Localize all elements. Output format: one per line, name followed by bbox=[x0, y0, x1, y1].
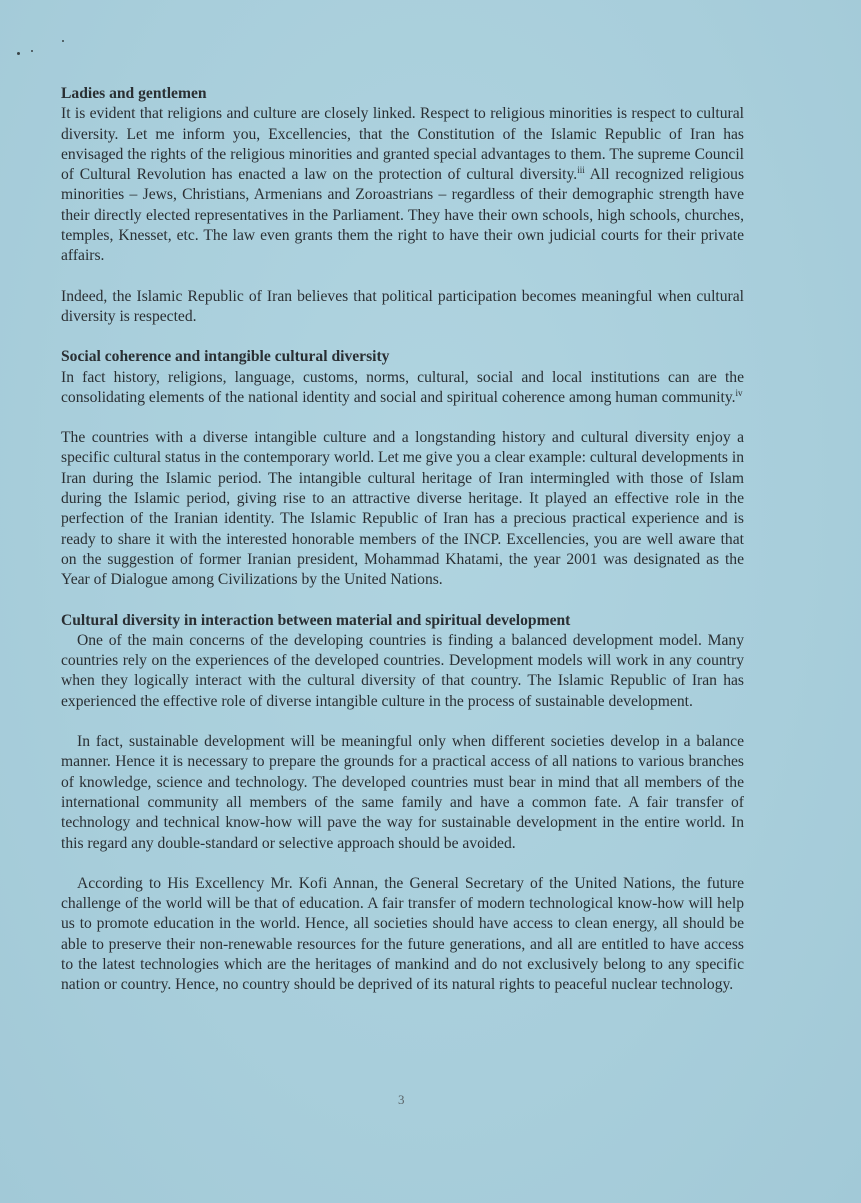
paragraph: One of the main concerns of the developing countries is finding a balanced development model. Many countries rely on the experiences of the developed countries. Development models will work in any country when they logically interact with the cultural diversity of that country. The Islamic Republic of Iran has experienced the effective role of diverse intangible culture in the process of sustainable development. bbox=[61, 631, 744, 710]
scan-speck bbox=[17, 52, 20, 55]
section-heading: Cultural diversity in interaction between material and spiritual development bbox=[61, 611, 571, 629]
paragraph: In fact history, religions, language, customs, norms, cultural, social and local institutions can are the consolidating elements of the national identity and social and spiritual coherence among human community.$^{iv}$ bbox=[61, 368, 744, 406]
section-heading: Ladies and gentlemen bbox=[61, 85, 207, 102]
paragraph: In fact, sustainable development will be meaningful only when different societies develop in a balance manner. Hence it is necessary to prepare the grounds for a practical access of all nations to various branches of knowledge, science and technology. The developed countries must bear in mind that all members of the international community all members of the same family and have a common fate. A fair transfer of technology and technical know-how will pave the way for sustainable development in the entire world. In this regard any double-standard or selective approach should be avoided. bbox=[61, 733, 744, 852]
document-body bbox=[61, 84, 744, 996]
footnote-ref: iii bbox=[577, 165, 585, 175]
paragraph: It is evident that religions and culture are closely linked. Respect to religious minorities is respect to cultural diversity. Let me inform you, Excellencies, that the Constitution of the Islamic Republic of Iran has envisaged the rights of the religious minorities and granted special advantages to them. The supreme Council of Cultural Revolution has enacted a law on the protection of cultural diversity.$^{iii}$ All recognized religious minorities – Jews, Christians, Armenians and Zoroastrians – regardless of their demographic strength have their directly elected representatives in the Parliament. They have their own schools, high schools, churches, temples, Knesset, etc. The law even grants them the right to have their own judicial courts for their private affairs. bbox=[61, 105, 745, 265]
footnote-ref: iv bbox=[735, 387, 743, 398]
page-number: 3 bbox=[398, 1092, 405, 1107]
paragraph: The countries with a diverse intangible culture and a longstanding history and cultural diversity enjoy a specific cultural status in the contemporary world. Let me give you a clear example: cultural developments in Iran during the Islamic period. The intangible cultural heritage of Iran intermingled with those of Islam during the Islamic period, giving rise to an attractive diverse heritage. It played an effective role in the perfection of the Iranian identity. The Islamic Republic of Iran has a precious practical experience and is ready to share it with the interested honorable members of the INCP. Excellencies, you are well aware that on the suggestion of former Iranian president, Mohammad Khatami, the year 2001 was designated as the Year of Dialogue among Civilizations by the United Nations. bbox=[61, 429, 744, 589]
scan-speck bbox=[62, 40, 64, 42]
scan-speck bbox=[31, 50, 33, 52]
paragraph: According to His Excellency Mr. Kofi Annan, the General Secretary of the United Nations, the future challenge of the world will be that of education. A fair transfer of modern technological know-how will help us to promote education in the world. Hence, all societies should have access to clean energy, all should be able to preserve their non-renewable resources for the future generations, and all are entitled to have access to the latest technologies which are the heritages of mankind and do not exclusively belong to any specific nation or country. Hence, no country should be deprived of its natural rights to peaceful nuclear technology. bbox=[61, 874, 744, 994]
section-heading: Social coherence and intangible cultural diversity bbox=[61, 348, 390, 366]
paragraph: Indeed, the Islamic Republic of Iran believes that political participation becomes meaningful when cultural diversity is respected. bbox=[61, 287, 744, 325]
